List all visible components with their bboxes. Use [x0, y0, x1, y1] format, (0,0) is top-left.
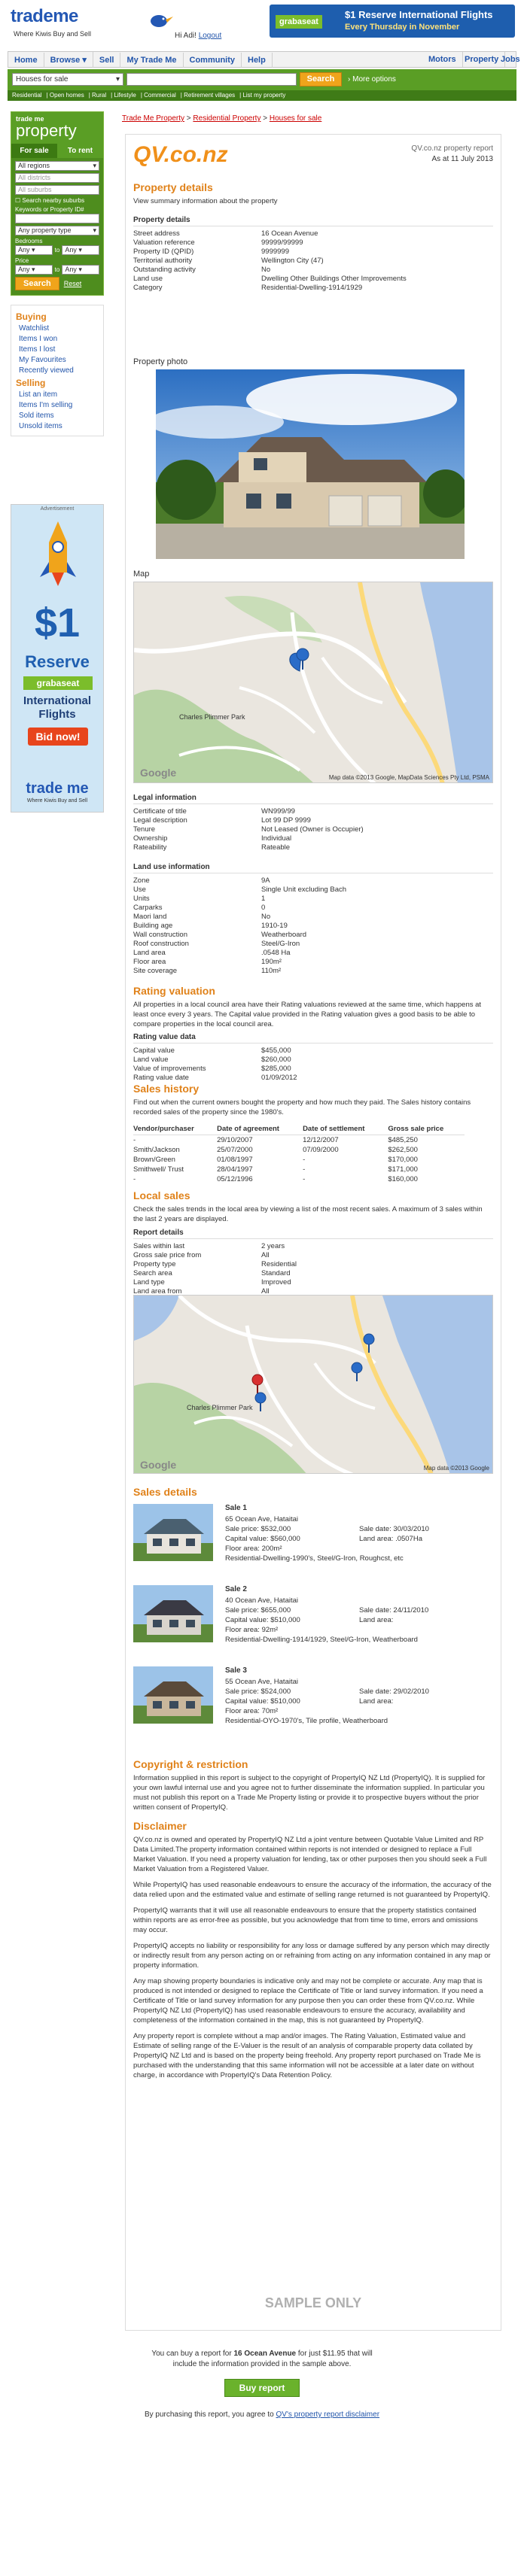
property-search-form: All regions ▾ All districts All suburbs ☐ Search nearby suburbs Keywords or Property ID# Any property type ▾ Bedrooms Any ▾ to Any ▾ Price Any ▾ to Any ▾ Search Reset [11, 158, 103, 295]
detail-row [133, 248, 493, 257]
search-bar [8, 69, 516, 90]
detail-value: Not Leased (Owner is Occupier) [261, 825, 364, 834]
detail-row [133, 967, 493, 976]
detail-value: Residential-Dwelling-1914/1929 [261, 284, 363, 292]
main-nav [8, 51, 520, 68]
sample-watermark: SAMPLE ONLY [264, 2295, 362, 2310]
property-details-table: Property details Street address 16 Ocean Avenue Valuation reference 99999/99999 Property ID (QPID) 9999999 Territorial authority Wellington City (47) Outstanding activity No Land use Dwelling Other Buildings Other Improvements Category Residential-Dwelling-1914/1929 [133, 216, 493, 293]
table-cell: $485,250 [388, 1136, 418, 1144]
price-label: Price [15, 257, 29, 264]
detail-value: $285,000 [261, 1065, 291, 1073]
map2-park-label: Charles Plimmer Park [187, 1404, 253, 1411]
detail-row [133, 843, 493, 852]
sale-rent-tabs [11, 144, 103, 158]
table-row [133, 1165, 465, 1174]
table-cell: 01/08/1997 [217, 1156, 253, 1164]
breadcrumb-property[interactable]: Trade Me Property [122, 114, 184, 123]
table-row [133, 1174, 465, 1184]
bedrooms-max-select[interactable]: Any ▾ [62, 245, 99, 255]
sale-category: Residential-Dwelling-1914/1929, Steel/G-Iron, Weatherboard [225, 1636, 418, 1644]
logout-link[interactable]: Logout [198, 32, 222, 40]
detail-row [133, 1251, 493, 1260]
report-header: QV.co.nz property report As at 11 July 2013 [411, 144, 493, 163]
trademe-logo[interactable]: trademe [11, 6, 78, 26]
detail-key: Tenure [133, 825, 156, 834]
landuse-section: Land use information Zone 9A Use Single Unit excluding Bach Units 1 Carparks 0 Maori land No Building age 1910-19 Wall construction Weatherboard Roof construction Steel/G-Iron Land area .0548 Ha Floor area 190m² Site coverage 110m² [133, 863, 493, 976]
disclaimer-link[interactable]: QV's property report disclaimer [276, 2410, 380, 2419]
column-header: Date of settlement [303, 1123, 388, 1135]
bid-now-button[interactable]: Bid now! [28, 728, 88, 746]
cat-retirement[interactable]: Retirement villages [184, 92, 236, 99]
detail-row [133, 807, 493, 816]
sale-land: Land area: [359, 1697, 394, 1706]
sale-marker-3[interactable] [352, 1362, 362, 1373]
search-button[interactable]: Search [300, 72, 342, 87]
buying-heading: Buying [16, 311, 47, 322]
detail-row [133, 931, 493, 940]
nav-community[interactable]: Community [184, 53, 242, 68]
nearby-checkbox[interactable]: ☐ Search nearby suburbs [15, 197, 85, 204]
detail-value: 1 [261, 895, 266, 903]
sale-address: 55 Ocean Ave, Hataitai [225, 1678, 298, 1686]
buy-report-button[interactable]: Buy report [224, 2379, 300, 2397]
table-cell: Smith/Jackson [133, 1146, 180, 1154]
table-row [133, 1135, 465, 1146]
nav-sell[interactable]: Sell [93, 53, 121, 68]
detail-row [133, 1278, 493, 1287]
sidebar [11, 111, 104, 436]
detail-key: Land use [133, 275, 163, 283]
table-cell: 25/07/2000 [217, 1146, 253, 1154]
detail-row [133, 1242, 493, 1251]
detail-value: Standard [261, 1269, 291, 1277]
purchase-agreement: By purchasing this report, you agree to QV's property report disclaimer [144, 2410, 380, 2419]
cat-commercial[interactable]: Commercial [144, 92, 176, 99]
property-photo [156, 369, 465, 559]
detail-key: Land type [133, 1278, 165, 1286]
rating-data-section: Rating value data Capital value $455,000 Land value $260,000 Value of improvements $285,000 Rating value date 01/09/2012 [133, 1033, 493, 1083]
sale-price: Sale price: $655,000 [225, 1606, 291, 1615]
more-options-link[interactable]: › More options [348, 75, 396, 84]
detail-row [133, 1074, 493, 1083]
site-tagline: Where Kiwis Buy and Sell [14, 30, 92, 38]
detail-key: Rating value date [133, 1074, 189, 1082]
category-bar: Residential | Open homes | Rural | Lifestyle | Commercial | Retirement villages | List my property [8, 90, 516, 101]
detail-key: Sales within last [133, 1242, 185, 1250]
sale-date: Sale date: 29/02/2010 [359, 1687, 429, 1696]
detail-value: Single Unit excluding Bach [261, 886, 347, 894]
sale-title: Sale 2 [225, 1585, 247, 1593]
detail-row [133, 834, 493, 843]
local-sales-map[interactable] [133, 1295, 493, 1474]
map-attribution: Map data ©2013 Google, MapData Sciences Pty Ltd, PSMA [328, 774, 489, 781]
sale-marker-2[interactable] [364, 1334, 374, 1344]
property-type-select[interactable]: Any property type ▾ [15, 226, 99, 235]
detail-key: Category [133, 284, 163, 292]
detail-row [133, 913, 493, 922]
nav-home[interactable]: Home [8, 53, 44, 68]
detail-key: Roof construction [133, 940, 189, 948]
price-max-select[interactable]: Any ▾ [62, 265, 99, 275]
detail-value: 9A [261, 876, 270, 885]
link-recently-viewed[interactable]: Recently viewed [19, 366, 74, 375]
link-items-selling[interactable]: Items I'm selling [19, 401, 73, 409]
table-cell: 07/09/2000 [303, 1146, 339, 1154]
detail-key: Property type [133, 1260, 176, 1268]
sale-photo [133, 1504, 213, 1561]
cat-residential[interactable]: Residential [12, 92, 42, 99]
my-trademe-links [11, 305, 104, 436]
ad-badge: grabaseat [23, 676, 93, 690]
nav-browse[interactable]: Browse ▾ [44, 52, 93, 68]
detail-row [133, 229, 493, 238]
disclaimer-paragraph: PropertyIQ accepts no liability or responsibility for any loss or damage suffered by any person which may directly or indirectly result from any person acting on or refraining from acting on any information contained in any map or property information. [133, 1942, 491, 1970]
sale-floor: Floor area: 200m² [225, 1545, 282, 1553]
disclaimer-paragraph: Any map showing property boundaries is indicative only and may not be complete or accurate. Any map that is produced is not intended or designed to replace the Certificate of Title or land survey information. If you need a Certificate of Title or land survey information for any purpose then you can order these from QV.co.nz. While PropertyIQ NZ Ltd (PropertyIQ) has used reasonable endeavours to ensure the accuracy, availability and completeness of the information contained in the map, this is not guaranteed by PropertyIQ. [133, 1977, 483, 2025]
detail-row [133, 904, 493, 913]
rocket-kiwi-icon [37, 520, 79, 588]
table-cell: - [303, 1175, 306, 1183]
search-input[interactable] [126, 73, 297, 86]
sale-capital: Capital value: $510,000 [225, 1697, 300, 1706]
detail-value: 99999/99999 [261, 238, 303, 247]
sale-date: Sale date: 30/03/2010 [359, 1525, 429, 1533]
detail-key: Property ID (QPID) [133, 248, 194, 256]
ad-price: $1 [34, 600, 81, 646]
property-details-section: Property details View summary information about the property [133, 181, 278, 205]
breadcrumb: Trade Me Property > Residential Property > Houses for sale [122, 114, 322, 123]
banner-title: $1 Reserve International Flights [345, 9, 493, 20]
table-cell: $171,000 [388, 1165, 418, 1174]
local-sales-section: Local sales Check the sales trends in the local area by viewing a list of the most recent sales. A maximum of 3 sales within the last 2 years are displayed. [133, 1189, 483, 1223]
detail-value: Improved [261, 1278, 291, 1286]
detail-row [133, 1260, 493, 1269]
table-cell: 29/10/2007 [217, 1136, 253, 1144]
cat-rural[interactable]: Rural [92, 92, 107, 99]
nav-property[interactable]: Property [458, 52, 505, 67]
sale-land: Land area: .0507Ha [359, 1535, 422, 1543]
detail-value: 1910-19 [261, 922, 288, 930]
detail-key: Site coverage [133, 967, 178, 975]
map-park-label: Charles Plimmer Park [179, 713, 245, 721]
table-cell: - [303, 1165, 306, 1174]
legal-section: Legal information Certificate of title WN999/99 Legal description Lot 99 DP 9999 Tenure Not Leased (Owner is Occupier) Ownership Individual Rateability Rateable [133, 794, 493, 852]
selling-heading: Selling [16, 378, 46, 388]
detail-key: Outstanding activity [133, 266, 196, 274]
buy-report-text: You can buy a report for 16 Ocean Avenue for just $11.95 that will include the information provided in the sample above. [151, 2350, 373, 2368]
detail-key: Value of improvements [133, 1065, 206, 1073]
detail-row [133, 1065, 493, 1074]
detail-key: Land area from [133, 1287, 182, 1296]
detail-row [133, 275, 493, 284]
detail-value: 190m² [261, 958, 282, 966]
kiwi-bird-icon [148, 12, 173, 30]
sale-address: 40 Ocean Ave, Hataitai [225, 1596, 298, 1605]
detail-row [133, 1269, 493, 1278]
detail-key: Street address [133, 229, 180, 238]
rating-section: Rating valuation All properties in a local council area have their Rating valuations reviewed at the same time, which happens at least once every 3 years. The Capital value provided in the Rating valuation gives a good basis to be able to compare properties in the local council area. [133, 985, 482, 1028]
suburb-select[interactable]: All suburbs [15, 185, 99, 195]
table-cell: $160,000 [388, 1175, 418, 1183]
property-search-box [11, 111, 104, 296]
link-favourites[interactable]: My Favourites [19, 356, 66, 364]
detail-key: Capital value [133, 1046, 175, 1055]
property-map[interactable] [133, 582, 493, 783]
detail-row [133, 895, 493, 904]
sales-history-table [133, 1123, 465, 1184]
detail-key: Wall construction [133, 931, 187, 939]
detail-key: Land value [133, 1056, 169, 1064]
table-cell: - [133, 1175, 136, 1183]
table-row [133, 1145, 465, 1155]
user-greeting: Hi Adi! Logout [175, 32, 222, 40]
detail-key: Rateability [133, 843, 167, 852]
sale-marker-1[interactable] [255, 1393, 266, 1403]
ad-logo: trade me [26, 780, 89, 797]
table-cell: $170,000 [388, 1156, 418, 1164]
detail-row [133, 257, 493, 266]
detail-value: Individual [261, 834, 292, 843]
detail-value: WN999/99 [261, 807, 295, 816]
detail-value: 9999999 [261, 248, 289, 256]
breadcrumb-houses[interactable]: Houses for sale [269, 114, 322, 123]
table-cell: 12/12/2007 [303, 1136, 339, 1144]
link-list-item[interactable]: List an item [19, 390, 58, 399]
table-cell: 28/04/1997 [217, 1165, 253, 1174]
region-select[interactable]: All regions ▾ [15, 161, 99, 171]
banner-subtitle: Every Thursday in November [345, 23, 460, 32]
detail-key: Valuation reference [133, 238, 195, 247]
column-header: Date of agreement [217, 1123, 303, 1135]
grabaseat-banner[interactable] [270, 5, 515, 38]
sale-capital: Capital value: $510,000 [225, 1616, 300, 1624]
tab-to-rent[interactable]: To rent [67, 147, 93, 155]
detail-key: Territorial authority [133, 257, 193, 265]
sale-date: Sale date: 24/11/2010 [359, 1606, 429, 1615]
nav-help[interactable]: Help [242, 53, 273, 68]
detail-value: 16 Ocean Avenue [261, 229, 318, 238]
detail-value: Weatherboard [261, 931, 307, 939]
cat-list-property[interactable]: List my property [242, 92, 286, 99]
site-header [0, 0, 524, 47]
ad-reserve: Reserve [25, 652, 90, 671]
table-cell: Smithwell/ Trust [133, 1165, 184, 1174]
disclaimer-section: Disclaimer QV.co.nz is owned and operated by PropertyIQ NZ Ltd a joint venture between Quotable Value Limited and RP Data Limited.The property information contained within reports is not intended or designed to replace a Full Market Valuation. If you need a property valuation for lending, tax or other purposes then you should seek a Full Market Valuation from a Registered Valuer. While PropertyIQ has used reasonable endeavours to ensure the accuracy of the information, the accuracy of the data relied upon and the estimated value and estimate of selling range returned is not guaranteed by PropertyIQ. PropertyIQ warrants that it will use all reasonable endeavours to ensure that the property statistics contained within reports are as error-free as possible, but you acknowledge that from time to time, errors and omissions may occur. PropertyIQ accepts no liability or responsibility for any loss or damage suffered by any person which may directly or indirectly result from any person acting on or refraining from acting on any information contained in any map or property information. Any map showing property boundaries is indicative only and may not be complete or accurate. Any map that is produced is not intended or designed to replace the Certificate of Title or land survey information. If you need a Certificate of Title or land survey information for any purpose then you can order these from QV.co.nz. While PropertyIQ NZ Ltd (PropertyIQ) has used reasonable endeavours to ensure the accuracy, availability and completeness of the information contained in the map, this is not guaranteed by PropertyIQ. Any property report is complete without a map and/or images. The Rating Valuation, Estimated value and Estimate of selling range of the E-Valuer is the result of an analysis of comparable property data collated by PropertyIQ NZ Ltd and is based on the property being freehold. Any property report purchased on Trade Me is purchased with the understanding that this same information will not be accessible at a later date on without charge, in accordance with PropertyIQ's Data Retention Policy. [133, 1820, 493, 2086]
report-details-section: Report details Sales within last 2 years Gross sale price from All Property type Residential Search area Standard Land type Improved Land area from All [133, 1229, 493, 1296]
detail-key: Land area [133, 949, 166, 957]
detail-key: Building age [133, 922, 173, 930]
detail-value: No [261, 266, 271, 274]
detail-value: 2 years [261, 1242, 285, 1250]
link-sold-items[interactable]: Sold items [19, 412, 54, 420]
map-heading: Map [133, 570, 150, 579]
subject-property-marker[interactable] [252, 1375, 263, 1385]
bedrooms-label: Bedrooms [15, 238, 43, 245]
detail-value: 01/09/2012 [261, 1074, 297, 1082]
table-row [133, 1155, 465, 1165]
sale-card [133, 1504, 493, 1579]
bedrooms-min-select[interactable]: Any ▾ [15, 245, 53, 255]
keywords-label: Keywords or Property ID# [15, 206, 84, 213]
detail-value: Steel/G-Iron [261, 940, 300, 948]
link-watchlist[interactable]: Watchlist [19, 324, 50, 333]
property-report [125, 134, 501, 2331]
photo-heading: Property photo [133, 357, 188, 366]
link-items-lost[interactable]: Items I lost [19, 345, 56, 354]
sale-card [133, 1585, 493, 1660]
disclaimer-paragraph: PropertyIQ warrants that it will use all reasonable endeavours to ensure that the property statistics contained within reports are as error-free as possible, but you acknowledge that from time to time, errors and omissions may occur. [133, 1906, 478, 1934]
detail-value: All [261, 1287, 270, 1296]
detail-value: Wellington City (47) [261, 257, 324, 265]
sale-land: Land area: [359, 1616, 394, 1624]
detail-row [133, 284, 493, 293]
disclaimer-paragraph: While PropertyIQ has used reasonable endeavours to ensure the accuracy of the information, the accuracy of the data relied upon and the estimated value and estimate of selling range returned is not guaranteed by PropertyIQ. [133, 1881, 492, 1899]
detail-key: Floor area [133, 958, 166, 966]
grabaseat-badge: grabaseat [276, 15, 322, 29]
detail-value: No [261, 913, 271, 921]
table-cell: Brown/Green [133, 1156, 175, 1164]
detail-value: .0548 Ha [261, 949, 291, 957]
grabaseat-ad[interactable]: Advertisement $1 Reserve grabaseat International Flights Bid now! trade me Where Kiwis Buy and Sell [11, 504, 104, 813]
sale-capital: Capital value: $560,000 [225, 1535, 300, 1543]
copyright-section: Copyright & restriction Information supplied in this report is subject to the copyright of PropertyIQ NZ Ltd (PropertyIQ). It is supplied for your own lawful internal use and you agree not to further disseminate the information supplied. In particular you must not publish this report on a Trade Me Property listing or provide it to prospective buyers without the prior written consent of PropertyIQ. [133, 1758, 486, 1812]
table-cell: - [303, 1156, 306, 1164]
qv-logo: QV.co.nz [133, 142, 228, 167]
price-min-select[interactable]: Any ▾ [15, 265, 53, 275]
disclaimer-paragraph: Any property report is complete without a map and/or images. The Rating Valuation, Estimated value and Estimate of selling range of the E-Valuer is the result of an analysis of comparable property data collated by PropertyIQ NZ Ltd and is based on the property being freehold. Any property report purchased on Trade Me is purchased with the understanding that this same information will not be accessible at a later date on without charge, in accordance with PropertyIQ's Data Retention Policy. [133, 2032, 481, 2079]
detail-key: Carparks [133, 904, 163, 912]
cat-lifestyle[interactable]: Lifestyle [114, 92, 136, 99]
detail-row [133, 266, 493, 275]
detail-value: $455,000 [261, 1046, 291, 1055]
detail-row [133, 238, 493, 248]
sidebar-search-button[interactable]: Search [15, 277, 59, 290]
detail-value: Rateable [261, 843, 291, 852]
nav-jobs[interactable]: Jobs [501, 55, 520, 64]
breadcrumb-residential[interactable]: Residential Property [193, 114, 261, 123]
sales-details-heading: Sales details [133, 1486, 197, 1498]
detail-value: Dwelling Other Buildings Other Improvements [261, 275, 407, 283]
detail-value: All [261, 1251, 270, 1259]
detail-key: Ownership [133, 834, 168, 843]
sale-photo [133, 1666, 213, 1724]
sale-title: Sale 3 [225, 1666, 247, 1675]
detail-value: Residential [261, 1260, 297, 1268]
ad-international: International Flights [23, 694, 91, 721]
detail-row [133, 1056, 493, 1065]
column-header: Vendor/purchaser [133, 1123, 217, 1135]
google-logo: Google [140, 767, 177, 779]
table-cell: - [133, 1136, 136, 1144]
detail-value: 110m² [261, 967, 282, 975]
sale-address: 65 Ocean Ave, Hataitai [225, 1515, 298, 1523]
nav-my-trade-me[interactable]: My Trade Me [120, 53, 183, 68]
sale-category: Residential-OYO-1970's, Tile profile, Weatherboard [225, 1717, 388, 1725]
keywords-input[interactable] [15, 214, 99, 223]
sale-photo [133, 1585, 213, 1642]
sale-price: Sale price: $524,000 [225, 1687, 291, 1696]
detail-key: Units [133, 895, 150, 903]
tab-for-sale[interactable]: For sale [11, 144, 57, 158]
disclaimer-paragraph: QV.co.nz is owned and operated by PropertyIQ NZ Ltd a joint venture between Quotable Value Limited and RP Data Limited.The property information contained within reports is not intended or designed to replace a Full Market Valuation. If you need a property valuation for lending, tax or other purposes then you should seek a Full Market Valuation from a Registered Valuer. [133, 1836, 487, 1873]
nav-motors[interactable]: Motors [422, 52, 463, 67]
detail-key: Maori land [133, 913, 167, 921]
link-items-won[interactable]: Items I won [19, 335, 58, 343]
sale-title: Sale 1 [225, 1504, 247, 1512]
detail-value: 0 [261, 904, 266, 912]
ad-tagline: Where Kiwis Buy and Sell [26, 798, 88, 803]
detail-row [133, 958, 493, 967]
detail-row [133, 949, 493, 958]
detail-key: Search area [133, 1269, 172, 1277]
sales-history-section: Sales history Find out when the current owners bought the property and how much they paid. The Sales history contains recorded sales of the property since the 1980's. Vendor/purchaser Date of agreement Date of settlement Gross sale price - 29/10/2007 12/12/2007 $485,250 Smith/Jackson 25/07/2000 07/09/2000 $262,500 Brown/Green 01/08/1997 - $170,000 Smithwell/ Trust 28/04/1997 - $171,000 - 05/12/1996 - $160,000 [133, 1083, 471, 1183]
sale-price: Sale price: $532,000 [225, 1525, 291, 1533]
detail-key: Zone [133, 876, 150, 885]
chevron-right-icon: › [348, 75, 351, 84]
detail-row [133, 940, 493, 949]
detail-key: Legal description [133, 816, 187, 825]
table-cell: 05/12/1996 [217, 1175, 253, 1183]
sale-category: Residential-Dwelling-1990's, Steel/G-Iron, Roughcst, etc [225, 1554, 404, 1563]
table-cell: $262,500 [388, 1146, 418, 1154]
detail-row [133, 816, 493, 825]
detail-key: Certificate of title [133, 807, 187, 816]
sale-card [133, 1666, 493, 1742]
detail-row [133, 1046, 493, 1056]
detail-value: $260,000 [261, 1056, 291, 1064]
cat-open-homes[interactable]: Open homes [49, 92, 84, 99]
reset-link[interactable]: Reset [63, 280, 82, 287]
detail-key: Use [133, 886, 146, 894]
google-logo-2: Google [140, 1459, 177, 1471]
detail-row [133, 876, 493, 886]
detail-row [133, 886, 493, 895]
category-select[interactable]: Houses for sale ▾ [12, 73, 123, 86]
sale-floor: Floor area: 70m² [225, 1707, 279, 1715]
column-header: Gross sale price [388, 1123, 465, 1135]
map2-attribution: Map data ©2013 Google [423, 1465, 489, 1472]
detail-value: Lot 99 DP 9999 [261, 816, 311, 825]
district-select[interactable]: All districts [15, 173, 99, 183]
link-unsold-items[interactable]: Unsold items [19, 422, 62, 430]
property-brand: trade me property [11, 112, 103, 144]
detail-key: Gross sale price from [133, 1251, 202, 1259]
sale-floor: Floor area: 92m² [225, 1626, 279, 1634]
detail-row [133, 922, 493, 931]
detail-row [133, 825, 493, 834]
